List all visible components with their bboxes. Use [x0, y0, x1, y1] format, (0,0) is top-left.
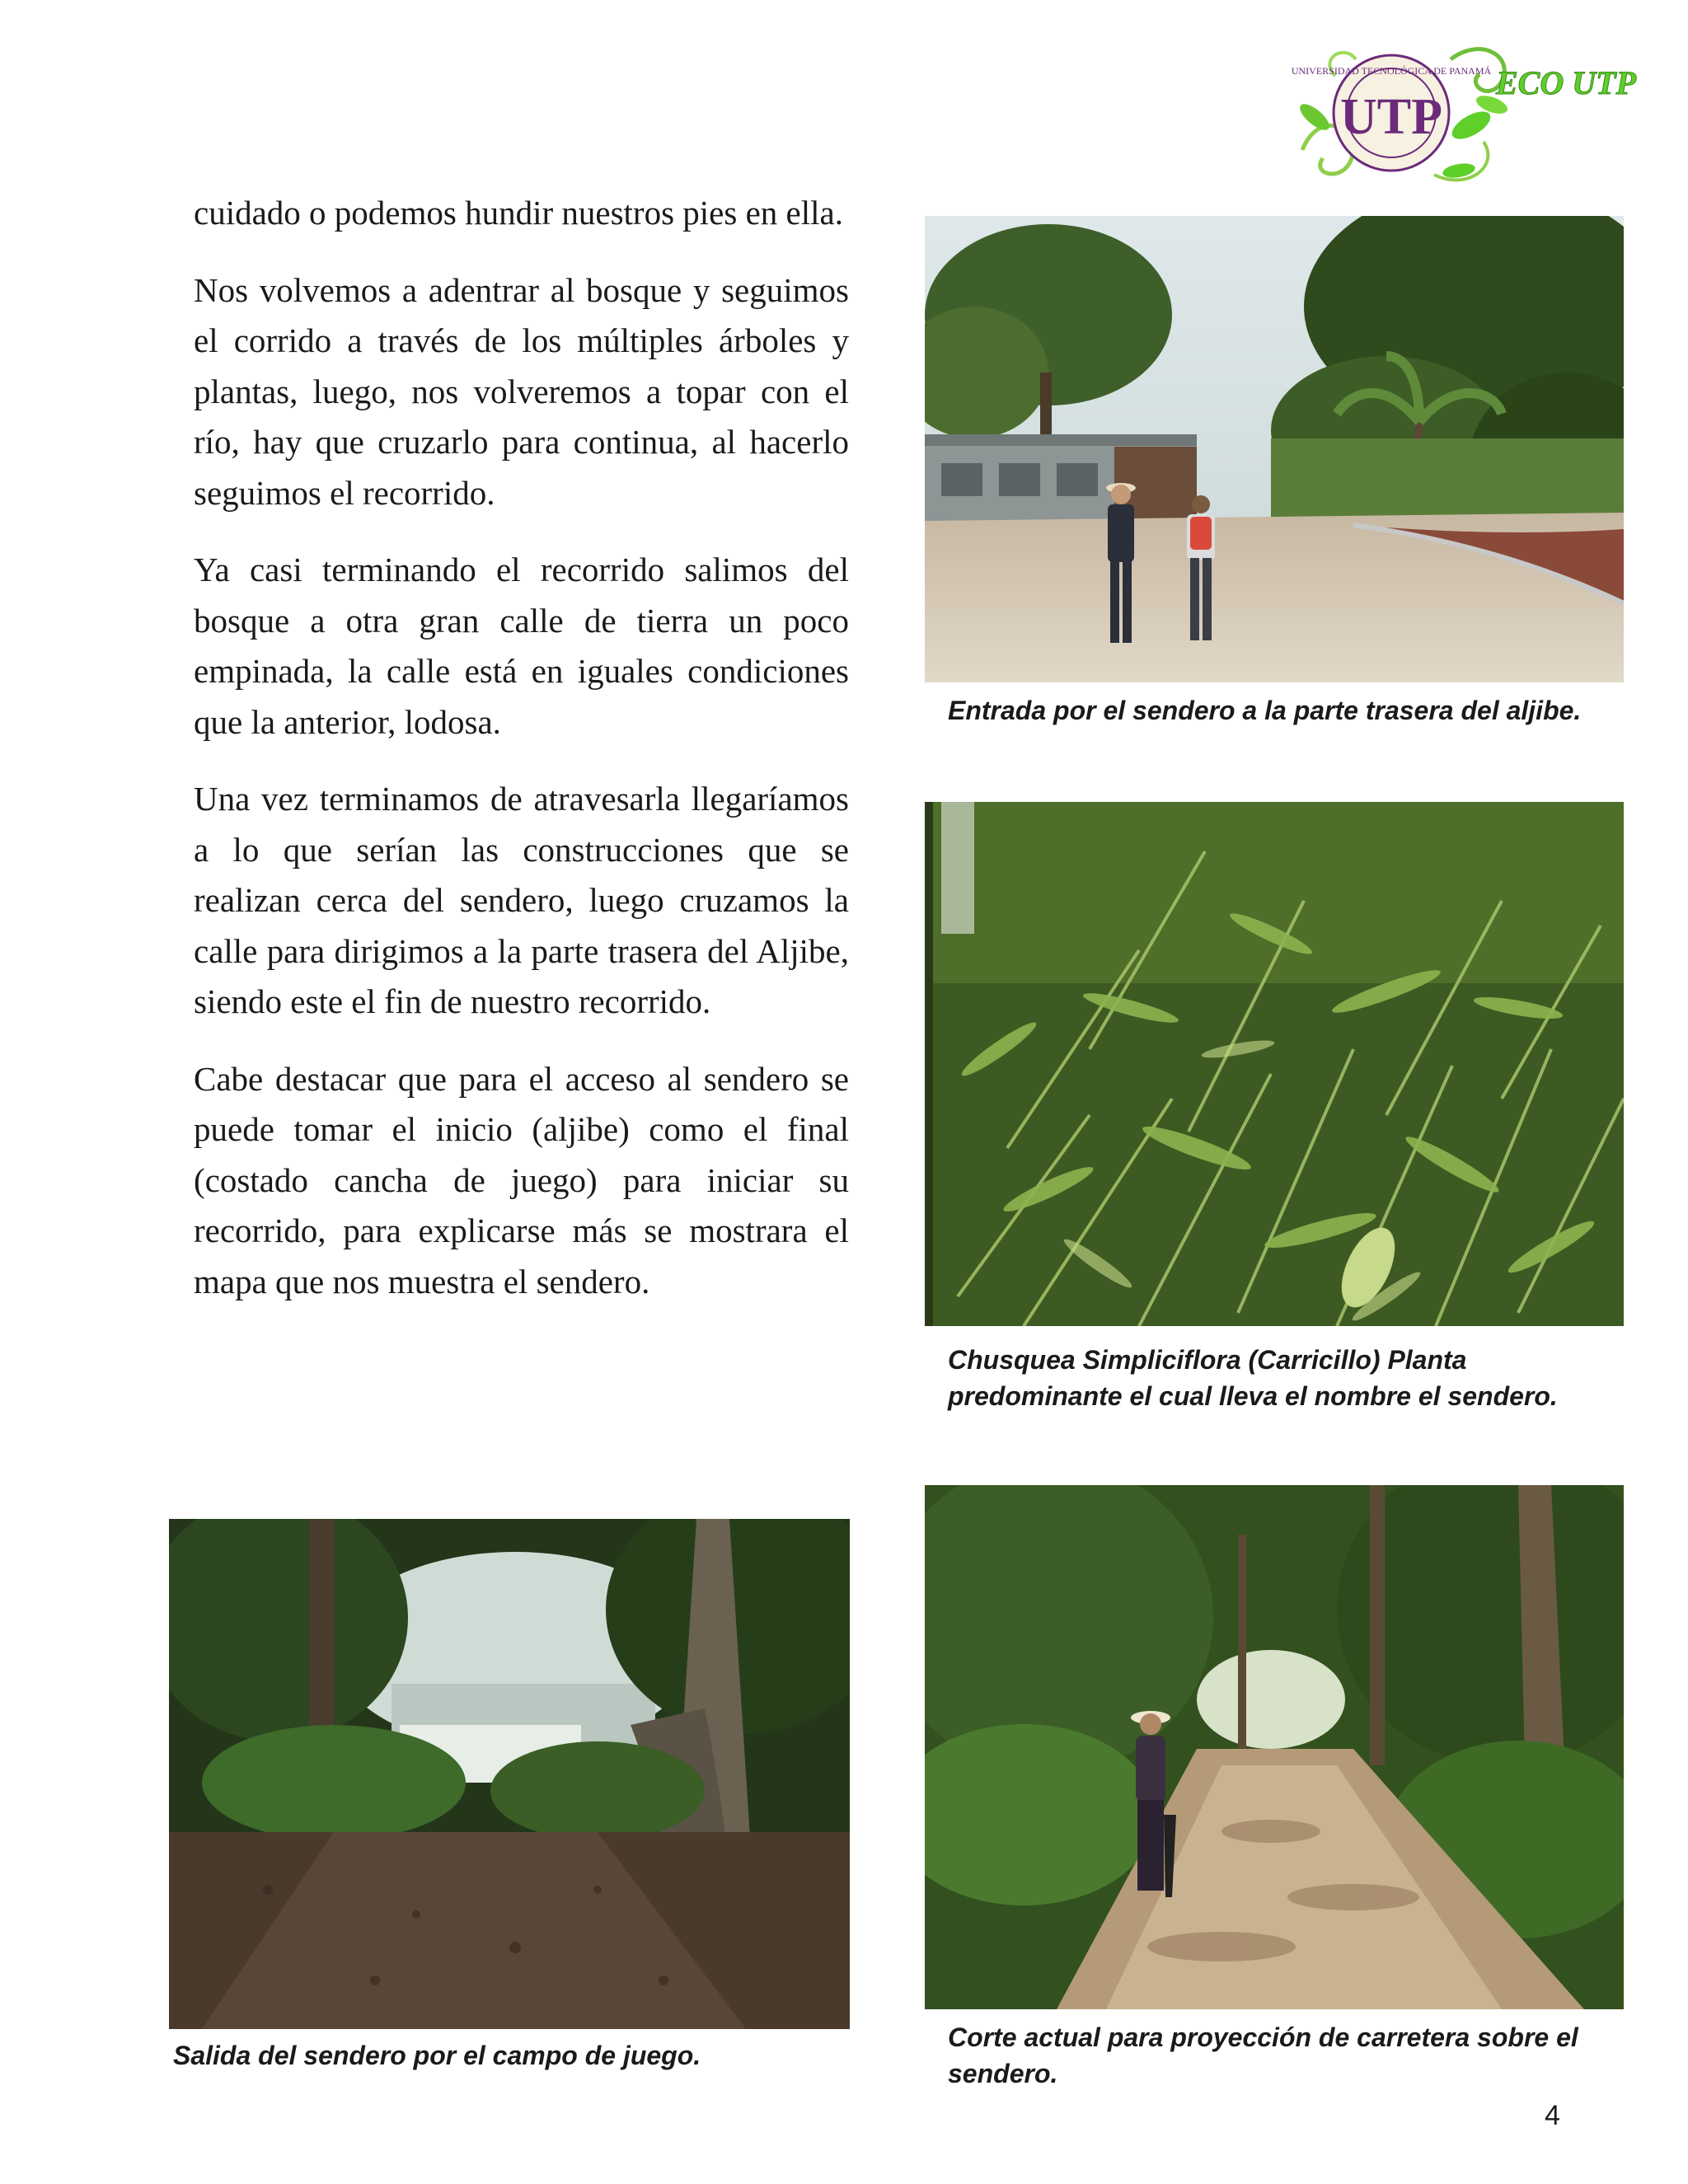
- paragraph: cuidado o podemos hundir nuestros pies en ella.: [194, 194, 843, 232]
- paragraph: Ya casi terminando el recorrido salimos del bosque a otra gran calle de tierra un poco empinada, la calle está en iguales condiciones que la anterior, lodosa.: [194, 551, 849, 741]
- caption-corte: Corte actual para proyección de carretera sobre el sendero.: [948, 2022, 1578, 2088]
- logo-ring-text: UNIVERSIDAD TECNOLÓGICA DE PANAMÁ: [1291, 65, 1492, 77]
- photo-chusquea-simpliciflora: [925, 802, 1624, 1326]
- paragraph: Cabe destacar que para el acceso al sendero se puede tomar el inicio (aljibe) como el final (costado cancha de juego) para iniciar su recorrido, para explicarse más se mostrara el mapa que nos muestra el sendero.: [194, 1059, 849, 1301]
- logo-monogram: UTP: [1340, 89, 1442, 145]
- paragraph: Nos volvemos a adentrar al bosque y seguimos el corrido a través de los múltiples árboles y plantas, luego, nos volveremos a topar con el río, hay que cruzarlo para continua, al hacerlo seguimos el recorrido.: [194, 270, 849, 512]
- page-number: 4: [1545, 2100, 1560, 2131]
- photo-corte-carretera: [925, 1485, 1624, 2009]
- eco-utp-logo: [1286, 26, 1648, 208]
- paragraph: Una vez terminamos de atravesarla llegaríamos a lo que serían las construcciones que se realizan cerca del sendero, luego cruzamos la calle para dirigimos a la parte trasera del Aljibe, siendo este el fin de nuestro recorrido.: [194, 780, 849, 1020]
- caption-chusquea: Chusquea Simpliciflora (Carricillo) Planta predominante el cual lleva el nombre el sendero.: [948, 1345, 1558, 1411]
- photo-entrada-sendero: [925, 216, 1624, 682]
- body-text: [194, 188, 849, 1333]
- logo-text: ECO UTP: [1496, 64, 1636, 101]
- photo-salida-sendero: [169, 1519, 850, 2029]
- caption-entrada: Entrada por el sendero a la parte trasera del aljibe.: [948, 696, 1582, 725]
- caption-salida: Salida del sendero por el campo de juego.: [173, 2041, 701, 2070]
